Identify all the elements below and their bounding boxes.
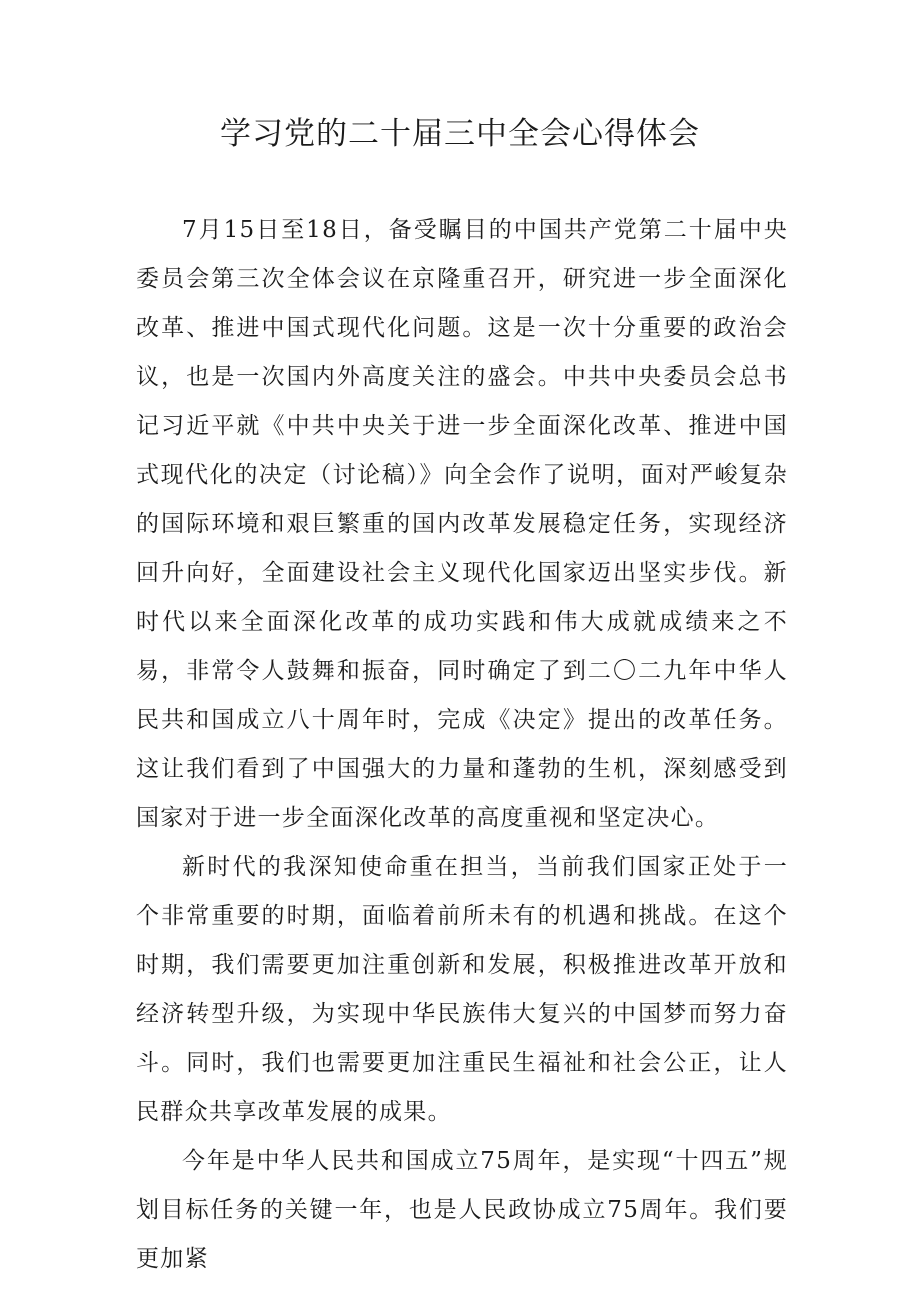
paragraph: 7月15日至18日，备受瞩目的中国共产党第二十届中央委员会第三次全体会议在京隆重召开，研究进一步全面深化改革、推进中国式现代化问题。这是一次十分重要的政治会议，也是一次国内外高度关注的盛会。中共中央委员会总书记习近平就《中共中央关于进一步全面深化改革、推进中国式现代化的决定（讨论稿）》向全会作了说明，面对严峻复杂的国际环境和艰巨繁重的国内改革发展稳定任务，实现经济回升向好，全面建设社会主义现代化国家迈出坚实步伐。新时代以来全面深化改革的成功实践和伟大成就成绩来之不易，非常令人鼓舞和振奋，同时确定了到二〇二九年中华人民共和国成立八十周年时，完成《决定》提出的改革任务。这让我们看到了中国强大的力量和蓬勃的生机，深刻感受到国家对于进一步全面深化改革的高度重视和坚定决心。 — [136, 217, 788, 831]
paragraph: 新时代的我深知使命重在担当，当前我们国家正处于一个非常重要的时期，面临着前所未有的机遇和挑战。在这个时期，我们需要更加注重创新和发展，积极推进改革开放和经济转型升级，为实现中华民族伟大复兴的中国梦而努力奋斗。同时，我们也需要更加注重民生福祉和社会公正，让人民群众共享改革发展的成果。 — [136, 854, 788, 1125]
paragraph: 今年是中华人民共和国成立75周年，是实现“十四五”规划目标任务的关键一年，也是人民政协成立75周年。我们要更加紧 — [136, 1148, 788, 1272]
document-body — [136, 206, 788, 1284]
document-title: 学习党的二十届三中全会心得体会 — [220, 116, 700, 152]
